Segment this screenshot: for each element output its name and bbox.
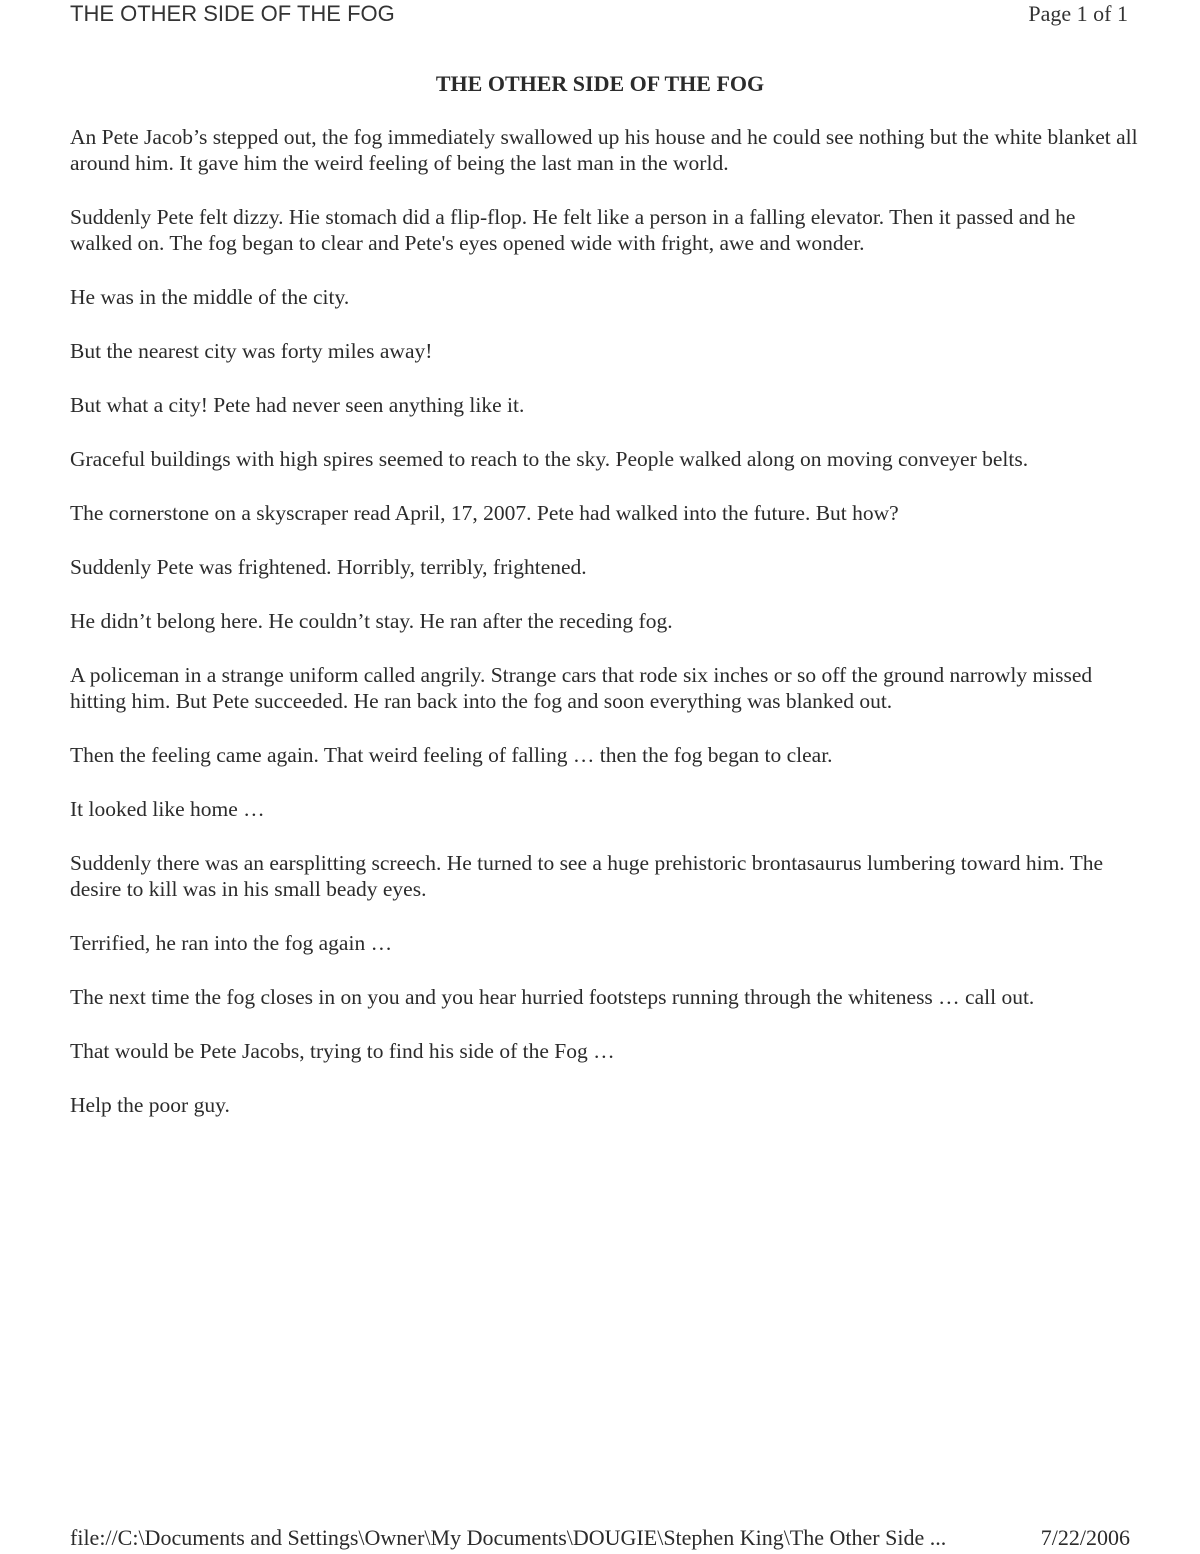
footer-print-date: 7/22/2006 [1040, 1525, 1130, 1550]
paragraph: It looked like home … [70, 797, 265, 821]
header-document-title: THE OTHER SIDE OF THE FOG [70, 1, 395, 26]
paragraph: The cornerstone on a skyscraper read April, 17, 2007. Pete had walked into the future. But how? [70, 501, 899, 525]
paragraph: He didn’t belong here. He couldn’t stay. He ran after the receding fog. [70, 609, 673, 633]
paragraph: Suddenly Pete was frightened. Horribly, terribly, frightened. [70, 555, 587, 579]
paragraph: That would be Pete Jacobs, trying to find his side of the Fog … [70, 1039, 615, 1063]
paragraph: The next time the fog closes in on you and you hear hurried footsteps running through the whiteness … call out. [70, 985, 1035, 1009]
paragraph: A policeman in a strange uniform called angrily. Strange cars that rode six inches or so off the ground narrowly missed hitting him. But Pete succeeded. He ran back into the fog and soon everything was blanked out. [70, 663, 1093, 713]
footer-file-path: file://C:\Documents and Settings\Owner\My Documents\DOUGIE\Stephen King\The Other Side ... [70, 1525, 947, 1550]
paragraph: But what a city! Pete had never seen anything like it. [70, 393, 525, 417]
story-body [70, 124, 1140, 1146]
paragraph: An Pete Jacob’s stepped out, the fog immediately swallowed up his house and he could see nothing but the white blanket all around him. It gave him the weird feeling of being the last man in the world. [70, 125, 1138, 175]
paragraph: Graceful buildings with high spires seemed to reach to the sky. People walked along on moving conveyer belts. [70, 447, 1029, 471]
paragraph: But the nearest city was forty miles away! [70, 339, 433, 363]
paragraph: He was in the middle of the city. [70, 285, 350, 309]
paragraph: Suddenly Pete felt dizzy. Hie stomach did a flip-flop. He felt like a person in a falling elevator. Then it passed and he walked on. The fog began to clear and Pete's eyes opened wide with fright, awe and wonder. [70, 205, 1076, 255]
paragraph: Terrified, he ran into the fog again … [70, 931, 393, 955]
paragraph: Suddenly there was an earsplitting screech. He turned to see a huge prehistoric brontasaurus lumbering toward him. The desire to kill was in his small beady eyes. [70, 851, 1104, 901]
paragraph: Help the poor guy. [70, 1093, 230, 1117]
paragraph: Then the feeling came again. That weird feeling of falling … then the fog began to clear. [70, 743, 833, 767]
page-header [70, 0, 1128, 30]
page-footer [70, 1524, 1130, 1554]
document-title: THE OTHER SIDE OF THE FOG [435, 71, 765, 96]
header-page-number: Page 1 of 1 [1028, 1, 1128, 26]
